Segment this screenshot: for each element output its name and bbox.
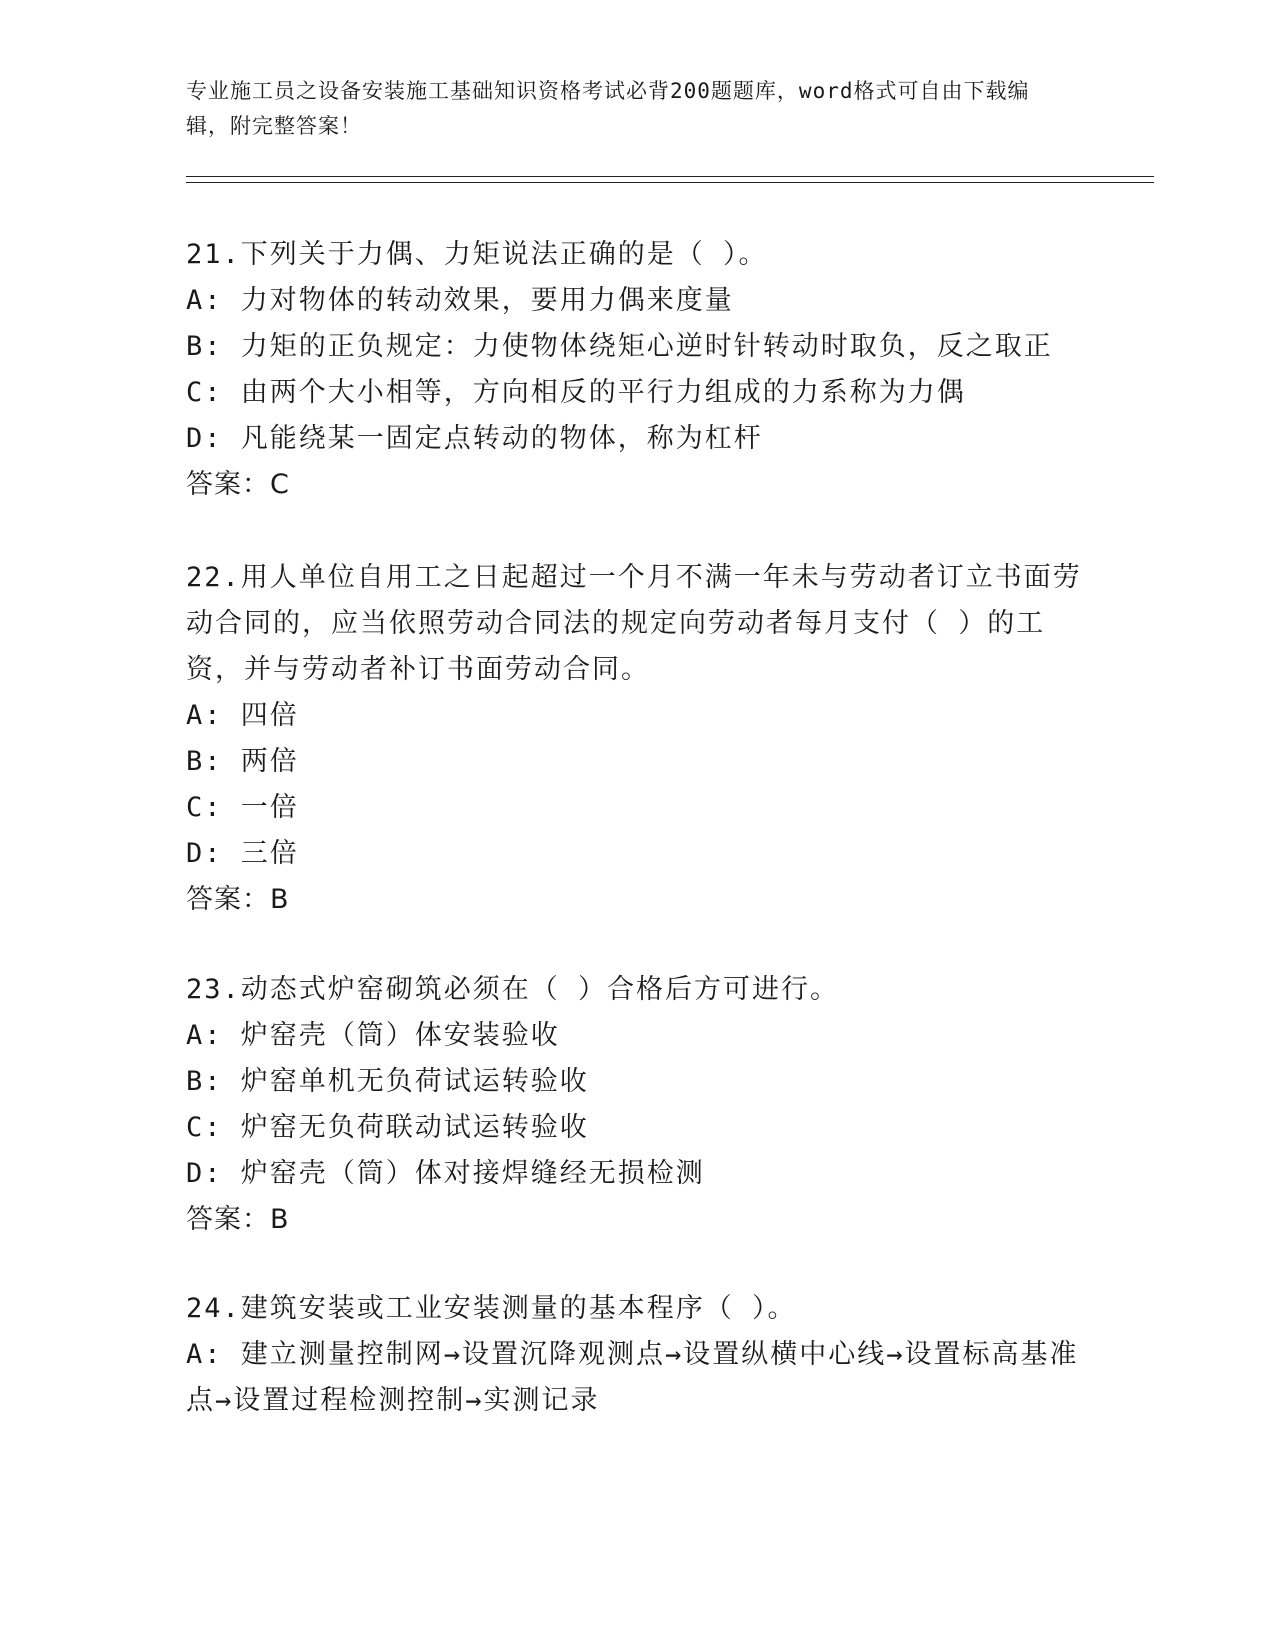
option-a: A: 炉窑壳（筒）体安装验收 — [186, 1020, 560, 1051]
document-header: 专业施工员之设备安装施工基础知识资格考试必背200题题库，word格式可自由下载编辑，附完整答案！ — [186, 79, 1030, 138]
option-b: B: 两倍 — [186, 746, 299, 777]
option-c: C: 一倍 — [186, 792, 299, 823]
question-24 — [186, 1286, 1086, 1424]
option-a: A: 四倍 — [186, 700, 299, 731]
question-text: 24.建筑安装或工业安装测量的基本程序（ ）。 — [186, 1293, 797, 1324]
option-b: B: 炉窑单机无负荷试运转验收 — [186, 1066, 589, 1097]
answer-label: 答案：B — [186, 884, 290, 915]
header-divider-top — [186, 176, 1154, 177]
option-a: A: 建立测量控制网→设置沉降观测点→设置纵横中心线→设置标高基准点→设置过程检测控制→实测记录 — [186, 1339, 1079, 1416]
option-d: D: 三倍 — [186, 838, 299, 869]
question-text: 23.动态式炉窑砌筑必须在（ ）合格后方可进行。 — [186, 974, 840, 1005]
option-a: A: 力对物体的转动效果，要用力偶来度量 — [186, 285, 734, 316]
answer-label: 答案：B — [186, 1204, 290, 1235]
option-c: C: 炉窑无负荷联动试运转验收 — [186, 1112, 589, 1143]
option-d: D: 炉窑壳（筒）体对接焊缝经无损检测 — [186, 1158, 705, 1189]
question-text: 22.用人单位自用工之日起超过一个月不满一年未与劳动者订立书面劳动合同的，应当依照劳动合同法的规定向劳动者每月支付（ ）的工资，并与劳动者补订书面劳动合同。 — [186, 562, 1082, 685]
option-b: B: 力矩的正负规定：力使物体绕矩心逆时针转动时取负，反之取正 — [186, 331, 1053, 362]
question-21 — [186, 232, 1086, 508]
option-c: C: 由两个大小相等，方向相反的平行力组成的力系称为力偶 — [186, 377, 966, 408]
question-23 — [186, 967, 1086, 1243]
header-divider-bottom — [186, 182, 1154, 183]
question-22 — [186, 555, 1086, 923]
option-d: D: 凡能绕某一固定点转动的物体，称为杠杆 — [186, 423, 763, 454]
question-text: 21.下列关于力偶、力矩说法正确的是（ ）。 — [186, 239, 768, 270]
answer-label: 答案：C — [186, 469, 290, 500]
